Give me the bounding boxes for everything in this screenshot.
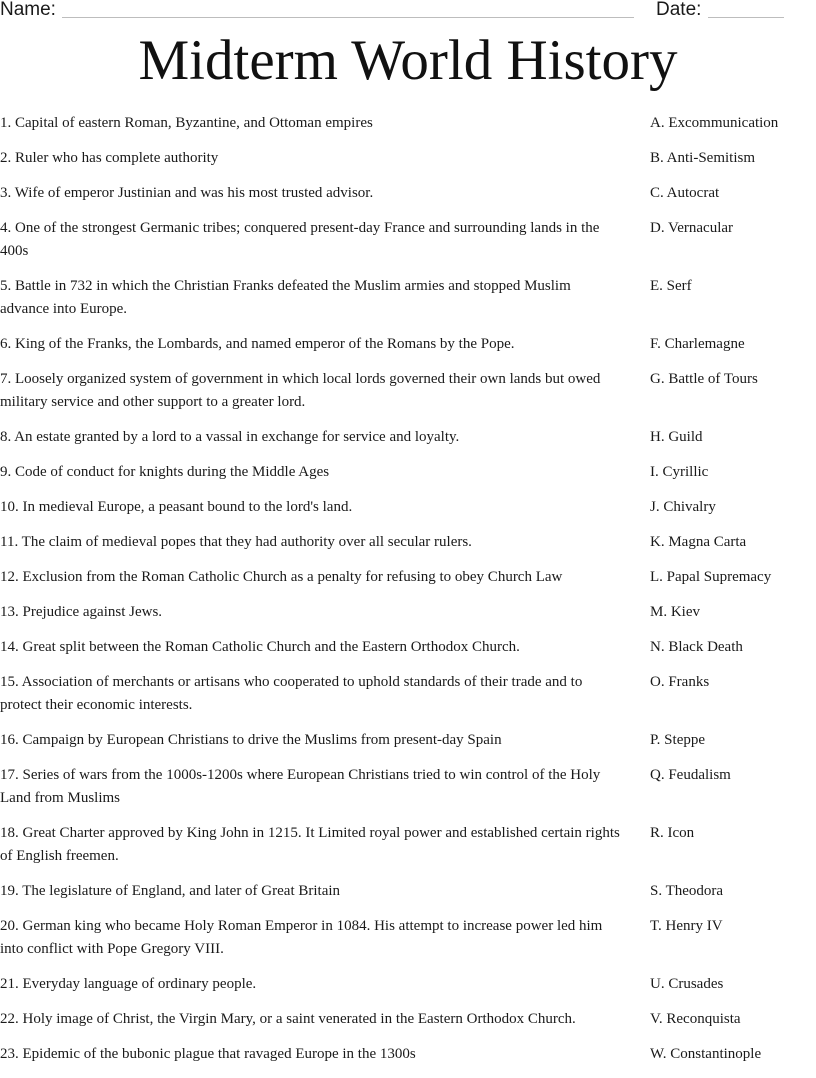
answer-option: K. Magna Carta [650, 534, 747, 550]
answer-option: J. Chivalry [650, 499, 716, 515]
matching-row [0, 147, 816, 170]
answer-option: S. Theodora [650, 883, 724, 899]
matching-row [0, 636, 816, 659]
question-text: 4. One of the strongest Germanic tribes; conquered present-day France and surrounding lands in the 400s [0, 220, 600, 259]
question-text: 19. The legislature of England, and later of Great Britain [0, 883, 341, 899]
matching-row [0, 880, 816, 903]
question-text: 10. In medieval Europe, a peasant bound to the lord's land. [0, 499, 353, 515]
answer-option: V. Reconquista [650, 1011, 741, 1027]
matching-row [0, 333, 816, 356]
question-text: 8. An estate granted by a lord to a vassal in exchange for service and loyalty. [0, 429, 460, 445]
matching-row [0, 764, 816, 810]
question-text: 2. Ruler who has complete authority [0, 150, 219, 166]
name-blank-line [62, 17, 634, 18]
question-text: 22. Holy image of Christ, the Virgin Mary, or a saint venerated in the Eastern Orthodox Church. [0, 1011, 576, 1027]
matching-row [0, 566, 816, 589]
answer-option: R. Icon [650, 825, 695, 841]
matching-row [0, 973, 816, 996]
matching-row [0, 182, 816, 205]
question-text: 13. Prejudice against Jews. [0, 604, 163, 620]
question-text: 11. The claim of medieval popes that they had authority over all secular rulers. [0, 534, 472, 550]
answer-option: P. Steppe [650, 732, 706, 748]
matching-row [0, 461, 816, 484]
question-text: 21. Everyday language of ordinary people. [0, 976, 257, 992]
answer-option: F. Charlemagne [650, 336, 745, 352]
matching-row [0, 671, 816, 717]
answer-option: W. Constantinople [650, 1046, 762, 1062]
answer-option: B. Anti-Semitism [650, 150, 756, 166]
answer-option: C. Autocrat [650, 185, 720, 201]
question-text: 14. Great split between the Roman Catholic Church and the Eastern Orthodox Church. [0, 639, 520, 655]
question-text: 5. Battle in 732 in which the Christian Franks defeated the Muslim armies and stopped Muslim advance into Europe. [0, 278, 571, 317]
page-title: Midterm World History [138, 29, 678, 92]
matching-row [0, 915, 816, 961]
answer-option: N. Black Death [650, 639, 743, 655]
worksheet-header [0, 0, 816, 26]
matching-row [0, 1008, 816, 1031]
matching-row [0, 368, 816, 414]
name-label: Name: [0, 0, 56, 20]
question-text: 20. German king who became Holy Roman Emperor in 1084. His attempt to increase power led him into conflict with Pope Gregory VIII. [0, 918, 603, 957]
question-text: 15. Association of merchants or artisans who cooperated to uphold standards of their trade and to protect their economic interests. [0, 674, 583, 713]
date-label: Date: [656, 0, 702, 20]
answer-option: Q. Feudalism [650, 767, 731, 783]
question-text: 17. Series of wars from the 1000s-1200s where European Christians tried to win control of the Holy Land from Muslims [0, 767, 601, 806]
question-text: 7. Loosely organized system of government in which local lords governed their own lands but owed military service and other support to a greater lord. [0, 371, 601, 410]
answer-option: H. Guild [650, 429, 703, 445]
answer-option: G. Battle of Tours [650, 371, 758, 387]
answer-option: O. Franks [650, 674, 710, 690]
matching-row [0, 601, 816, 624]
answer-option: I. Cyrillic [650, 464, 709, 480]
matching-row [0, 426, 816, 449]
question-text: 18. Great Charter approved by King John in 1215. It Limited royal power and established certain rights of English freemen. [0, 825, 620, 864]
answer-option: L. Papal Supremacy [650, 569, 772, 585]
matching-row [0, 217, 816, 263]
matching-row [0, 112, 816, 135]
matching-row [0, 531, 816, 554]
question-text: 16. Campaign by European Christians to drive the Muslims from present-day Spain [0, 732, 502, 748]
question-text: 9. Code of conduct for knights during the Middle Ages [0, 464, 330, 480]
matching-list [0, 112, 816, 1078]
matching-row [0, 1043, 816, 1066]
question-text: 23. Epidemic of the bubonic plague that ravaged Europe in the 1300s [0, 1046, 416, 1062]
date-blank-line [708, 17, 784, 18]
answer-option: T. Henry IV [650, 918, 723, 934]
question-text: 1. Capital of eastern Roman, Byzantine, and Ottoman empires [0, 115, 373, 131]
answer-option: E. Serf [650, 278, 692, 294]
question-text: 6. King of the Franks, the Lombards, and named emperor of the Romans by the Pope. [0, 336, 515, 352]
answer-option: M. Kiev [650, 604, 700, 620]
question-text: 3. Wife of emperor Justinian and was his most trusted advisor. [0, 185, 374, 201]
matching-row [0, 729, 816, 752]
answer-option: D. Vernacular [650, 220, 734, 236]
matching-row [0, 275, 816, 321]
answer-option: U. Crusades [650, 976, 724, 992]
matching-row [0, 496, 816, 519]
question-text: 12. Exclusion from the Roman Catholic Church as a penalty for refusing to obey Church Law [0, 569, 563, 585]
answer-option: A. Excommunication [650, 115, 779, 131]
matching-row [0, 822, 816, 868]
